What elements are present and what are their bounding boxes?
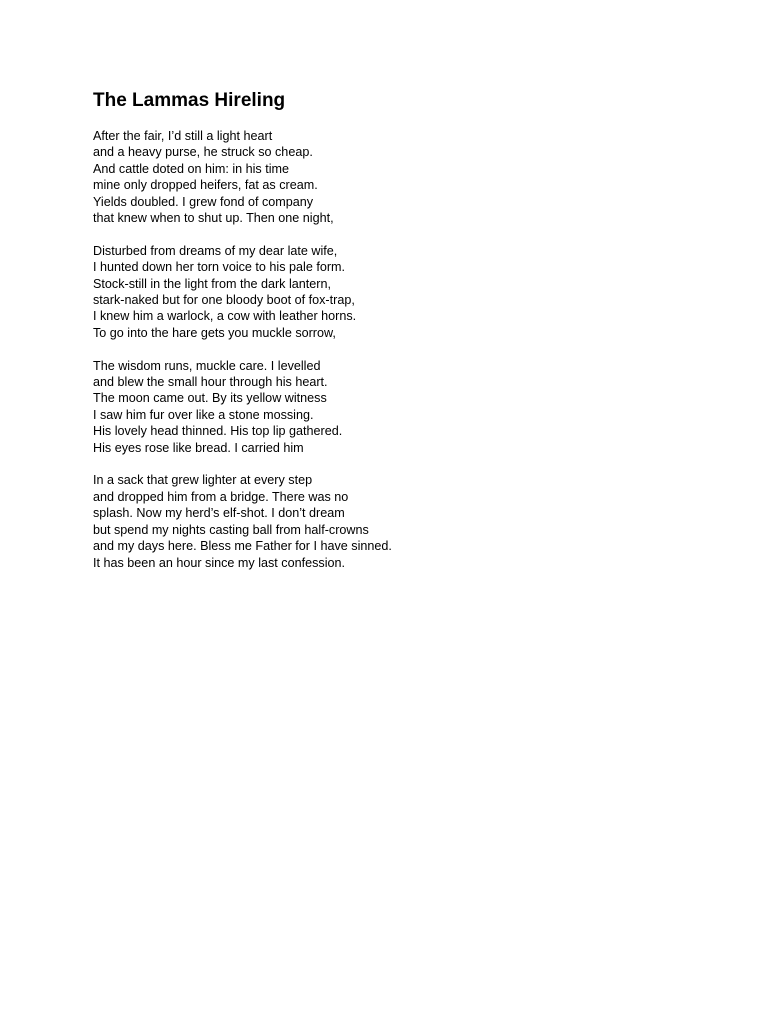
poem-line: Yields doubled. I grew fond of company — [93, 194, 314, 209]
poem-line: It has been an hour since my last confession. — [93, 555, 346, 570]
poem-line: and blew the small hour through his heart. — [93, 375, 328, 390]
poem-line: The wisdom runs, muckle care. I levelled — [93, 358, 321, 373]
poem-line: I hunted down her torn voice to his pale form. — [93, 260, 346, 275]
poem-line: Stock-still in the light from the dark lantern, — [93, 276, 331, 291]
poem-line: To go into the hare gets you muckle sorrow, — [93, 325, 336, 340]
poem-line: After the fair, I’d still a light heart — [93, 129, 273, 143]
poem-line: and dropped him from a bridge. There was no — [93, 489, 349, 504]
poem-line: mine only dropped heifers, fat as cream. — [93, 178, 318, 193]
poem-line: And cattle doted on him: in his time — [93, 161, 290, 176]
stanza-4 — [93, 472, 693, 570]
poem-line: I saw him fur over like a stone mossing. — [93, 407, 314, 422]
stanza-2 — [93, 243, 693, 341]
poem-line: The moon came out. By its yellow witness — [93, 391, 327, 406]
poem-line: His lovely head thinned. His top lip gathered. — [93, 424, 343, 439]
poem-line: splash. Now my herd’s elf-shot. I don’t dream — [93, 506, 345, 521]
poem — [93, 88, 693, 587]
poem-line: and my days here. Bless me Father for I have sinned. — [93, 539, 392, 554]
stanza-3 — [93, 358, 693, 456]
poem-line: but spend my nights casting ball from half-crowns — [93, 522, 369, 537]
poem-line: stark-naked but for one bloody boot of fox-trap, — [93, 293, 355, 308]
poem-line: I knew him a warlock, a cow with leather horns. — [93, 309, 357, 324]
poem-line: His eyes rose like bread. I carried him — [93, 440, 304, 455]
poem-line: that knew when to shut up. Then one night, — [93, 211, 334, 226]
poem-title: The Lammas Hireling — [93, 90, 286, 111]
stanza-1 — [93, 128, 693, 226]
poem-line: Disturbed from dreams of my dear late wife, — [93, 243, 338, 258]
poem-line: In a sack that grew lighter at every step — [93, 473, 313, 488]
poem-line: and a heavy purse, he struck so cheap. — [93, 145, 313, 160]
